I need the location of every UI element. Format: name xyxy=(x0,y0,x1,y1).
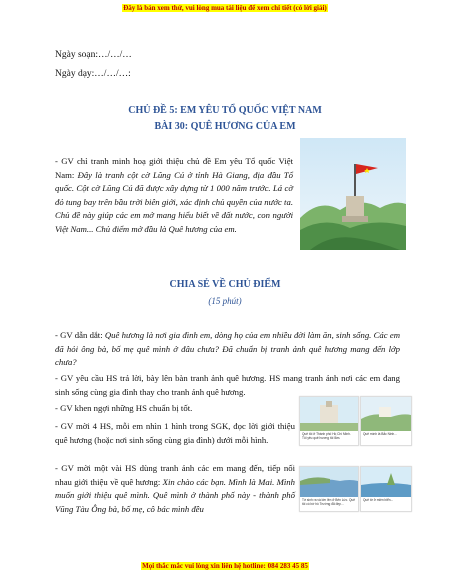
paragraph-introduce-hometown xyxy=(55,462,295,516)
intro-paragraph xyxy=(55,155,293,237)
hotline-banner-text: Mọi thắc mắc vui lòng xin liên hệ hotline: 084 283 45 85 xyxy=(142,562,308,570)
figure-caption-1: Quê tôi ở Thành phố Hồ Chí Minh. Tôi yêu quê hương tôi lắm. xyxy=(302,432,351,440)
lung-cu-flag-illustration xyxy=(300,138,406,250)
figure-caption-3: Tớ sinh ra và lớn lên ở Bến Lức. Quê tôi có bờ hồ Trường đã đẹp... xyxy=(302,498,356,506)
preview-banner xyxy=(0,4,450,12)
p5-lead: - GV mời một vài HS dùng tranh ảnh các em mang đến, tiếp nối nhau giới thiệu về quê hương: xyxy=(55,463,295,487)
figure-caption-4: Quê tớ ở miền biển... xyxy=(363,498,394,502)
figure-card-1 xyxy=(299,396,359,446)
prep-date: Ngày soạn:…/…/… xyxy=(55,50,132,60)
paragraph-lead-in xyxy=(55,329,400,370)
topic-heading: CHỦ ĐỀ 5: EM YÊU TỔ QUỐC VIỆT NAM xyxy=(128,105,322,116)
lesson-heading: BÀI 30: QUÊ HƯƠNG CỦA EM xyxy=(154,121,296,132)
paragraph-praise: - GV khen ngợi những HS chuẩn bị tốt. xyxy=(55,403,193,413)
section-title: CHIA SẺ VỀ CHỦ ĐIỂM xyxy=(169,279,281,290)
figure-card-2 xyxy=(360,396,412,446)
intro-italic: Đây là tranh cột cờ Lũng Cú ở tỉnh Hà Giang, địa đầu Tổ quốc. Cột cờ Lũng Cú đã được xây dựng từ 1 000 năm trước. Lá cờ đỏ tung bay trên bầu trời biên giới, xác định chủ quyền của nước ta. Chủ đề này giúp các em mở mang hiểu biết về đất nước, con người Việt Nam... Chủ điểm mở đầu là Quê hương của em. xyxy=(55,169,293,234)
figure-caption-2: Quê mình là Bắc Ninh... xyxy=(363,432,397,436)
teach-date: Ngày dạy:…/…/…: xyxy=(55,69,131,79)
preview-banner-text: Đây là bản xem thử, vui lòng mua tài liệu để xem chi tiết (có lời giải) xyxy=(123,4,327,12)
p1-italic: Quê hương là nơi gia đình em, dòng họ của em nhiều đời làm ăn, sinh sống. Các em đã hỏi ông bà, bố mẹ quê mình ở đâu chưa? Đã chuẩn bị tranh ảnh quê hương mang đến lớp chưa? xyxy=(55,330,401,368)
sea-picture xyxy=(361,467,411,497)
countryside-picture xyxy=(361,397,411,431)
paragraph-student-answers: - GV yêu cầu HS trả lời, bày lên bàn tranh ảnh quê hương. HS mang tranh ảnh nơi các em đang sinh sống cùng gia đình thay cho tranh ảnh quê hương. xyxy=(55,373,400,397)
figure-card-3 xyxy=(299,466,359,512)
lake-picture xyxy=(300,467,358,497)
section-duration: (15 phút) xyxy=(208,296,242,306)
city-gate-picture xyxy=(300,397,358,431)
intro-lead: - GV chỉ tranh minh hoạ giới thiệu chủ đề Em yêu Tổ quốc Việt Nam: xyxy=(55,156,293,180)
paragraph-four-students: - GV mời 4 HS, mỗi em nhìn 1 hình trong SGK, đọc lời giới thiệu quê hương (hoặc nơi sinh sống cùng gia đình) dưới mỗi hình. xyxy=(55,421,295,445)
figure-card-4 xyxy=(360,466,412,512)
hotline-banner xyxy=(0,562,450,570)
p5-italic: Xin chào các bạn. Mình là Mai. Mình muốn giới thiệu quê mình. Quê mình ở thành phố này - thành phố Vũng Tàu Ông bà, bố mẹ, cô bác mình đều xyxy=(55,476,295,514)
p1-lead: - GV dẫn dắt: xyxy=(55,330,105,340)
